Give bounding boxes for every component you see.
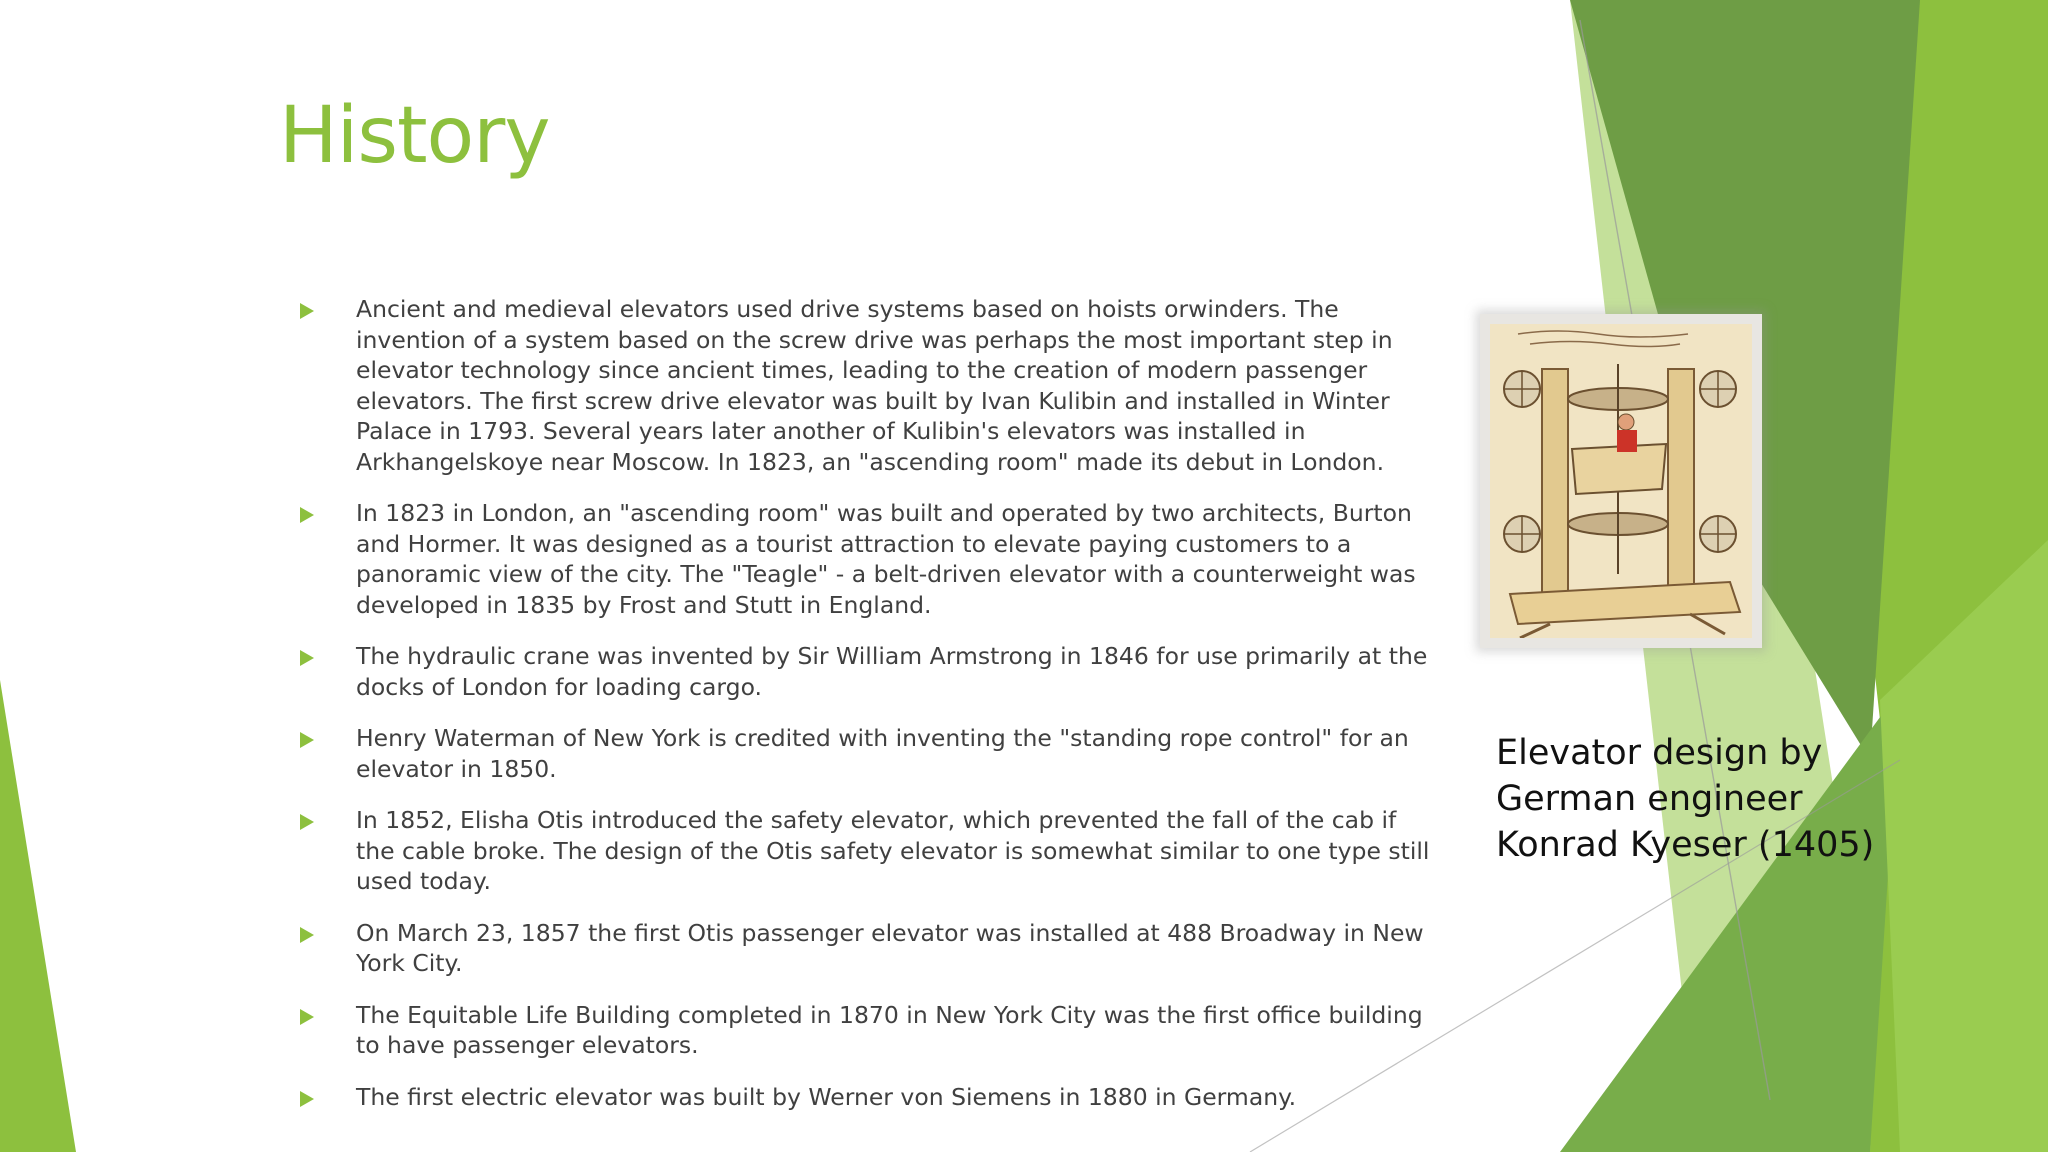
bullet-text: The Equitable Life Building completed in 1870 in New York City was the first office building to have passenger elevators. — [356, 1000, 1423, 1059]
triangle-bullet-icon — [300, 732, 314, 748]
bullet-text: Ancient and medieval elevators used drive systems based on hoists orwinders. The invention of a system based on the screw drive was perhaps the most important step in elevator technology since ancient times, leading to the creation of modern passenger elevators. The first screw drive elevator was built by Ivan Kulibin and installed in Winter Palace in 1793. Several years later another of Kulibin's elevators was installed in Arkhangelskoye near Moscow. In 1823, an "ascending room" made its debut in London. — [356, 295, 1393, 476]
bullet-item — [296, 805, 1436, 897]
triangle-bullet-icon — [300, 814, 314, 830]
bullet-text: The first electric elevator was built by Werner von Siemens in 1880 in Germany. — [356, 1082, 1297, 1111]
bullet-item — [296, 723, 1436, 784]
bullet-item — [296, 641, 1436, 702]
bullet-text: The hydraulic crane was invented by Sir William Armstrong in 1846 for use primarily at the docks of London for loading cargo. — [356, 642, 1428, 701]
triangle-bullet-icon — [300, 507, 314, 523]
medieval-elevator-drawing — [1490, 324, 1752, 638]
page-title: History — [279, 91, 550, 181]
triangle-bullet-icon — [300, 303, 314, 319]
bullet-text: Henry Waterman of New York is credited with inventing the "standing rope control" for an elevator in 1850. — [356, 724, 1409, 783]
triangle-bullet-icon — [300, 927, 314, 943]
bullet-item — [296, 1082, 1436, 1113]
bullet-item — [296, 1000, 1436, 1061]
left-green-strip — [0, 680, 76, 1152]
bullet-list — [296, 294, 1436, 1133]
bullet-text: In 1823 in London, an "ascending room" was built and operated by two architects, Burton and Hormer. It was designed as a tourist attraction to elevate paying customers to a panoramic view of the city. The "Teagle" - a belt-driven elevator with a counterweight was developed in 1835 by Frost and Stutt in England. — [356, 499, 1416, 619]
bullet-item — [296, 294, 1436, 477]
elevator-illustration-frame — [1480, 314, 1762, 648]
triangle-bullet-icon — [300, 650, 314, 666]
bullet-text: On March 23, 1857 the first Otis passenger elevator was installed at 488 Broadway in New York City. — [356, 918, 1424, 977]
bullet-item — [296, 498, 1436, 620]
image-caption: Elevator design by German engineer Konrad Kyeser (1405) — [1496, 733, 1875, 865]
bullet-text: In 1852, Elisha Otis introduced the safety elevator, which prevented the fall of the cab if the cable broke. The design of the Otis safety elevator is somewhat similar to one type still used today. — [356, 806, 1430, 895]
bullet-item — [296, 918, 1436, 979]
triangle-bullet-icon — [300, 1091, 314, 1107]
triangle-bullet-icon — [300, 1009, 314, 1025]
